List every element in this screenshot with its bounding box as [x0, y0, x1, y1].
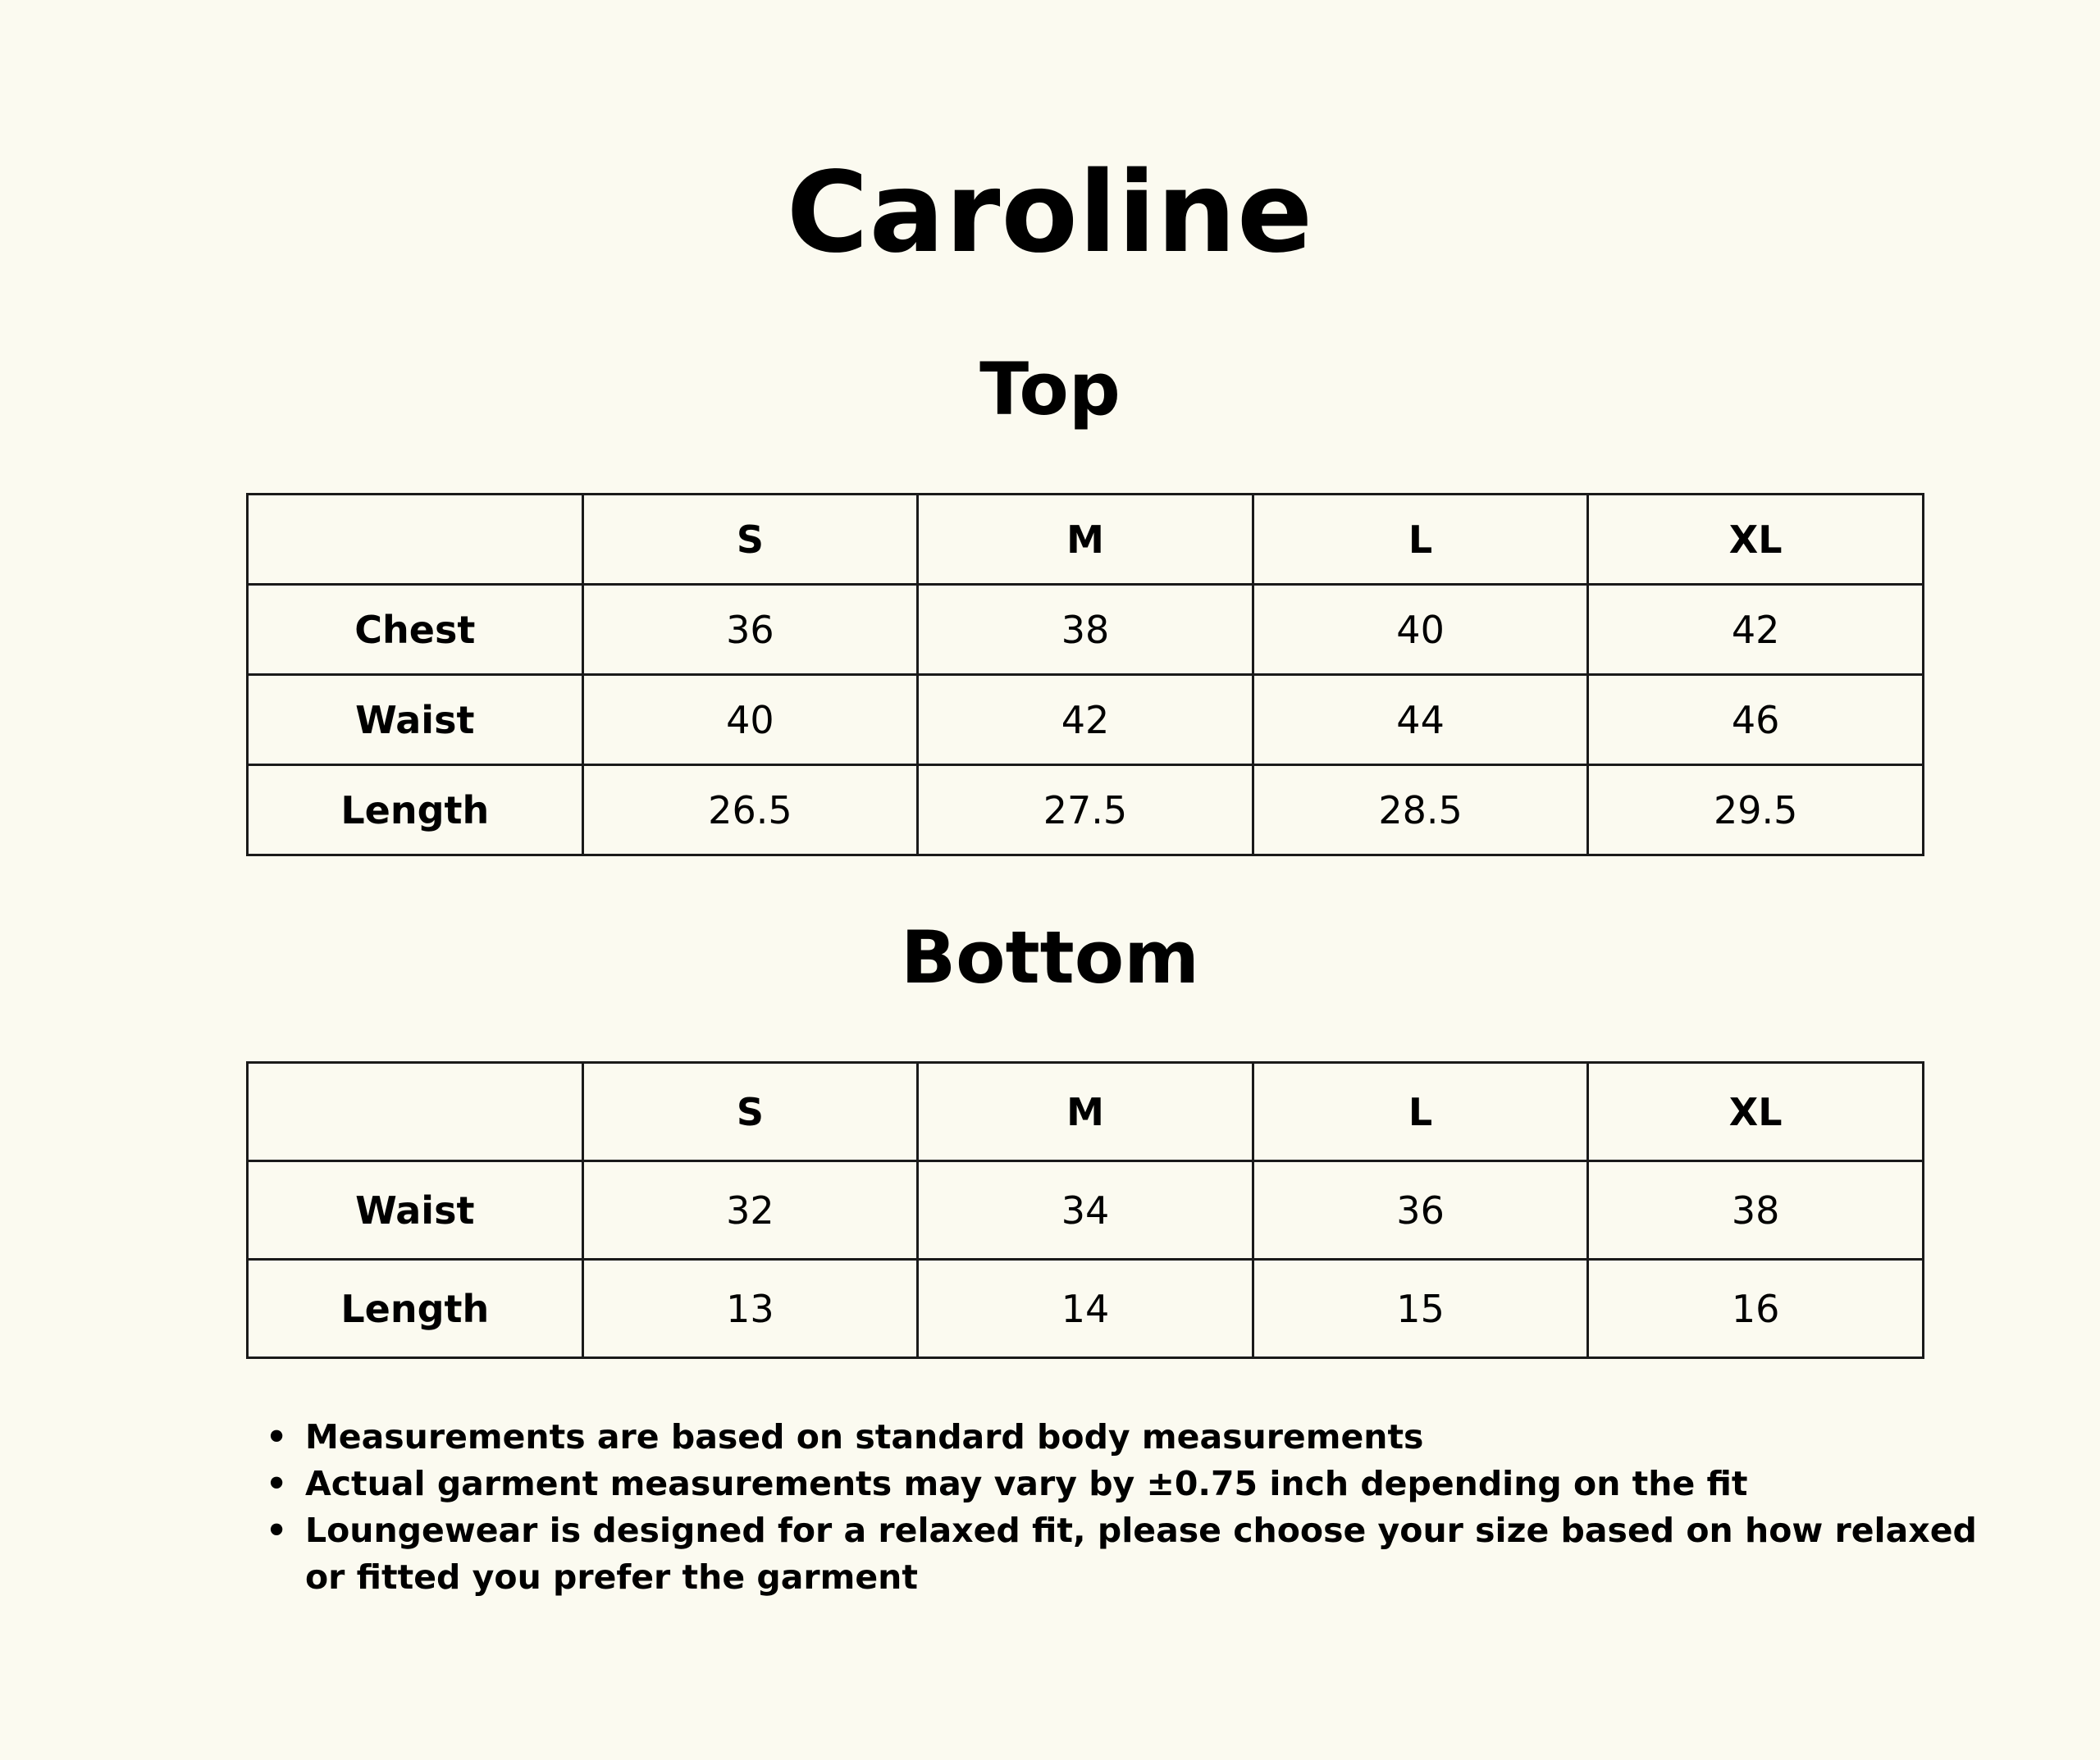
row-label: Chest	[248, 585, 583, 675]
measurement-cell: 42	[1588, 585, 1924, 675]
measurement-cell: 40	[1253, 585, 1588, 675]
measurement-cell: 27.5	[918, 765, 1253, 855]
measurement-cell: 46	[1588, 675, 1924, 765]
measurement-cell: 13	[582, 1260, 918, 1358]
size-header: M	[918, 495, 1253, 585]
measurement-cell: 42	[918, 675, 1253, 765]
list-item	[266, 1461, 1979, 1507]
measurement-cell: 38	[1588, 1161, 1924, 1260]
page-title: Caroline	[786, 148, 1314, 278]
table-row	[248, 675, 1924, 765]
size-header: M	[918, 1063, 1253, 1161]
row-label: Waist	[248, 1161, 583, 1260]
note-text: Actual garment measurements may vary by ±0.75 inch depending on the fit	[305, 1464, 1748, 1503]
measurement-cell: 36	[582, 585, 918, 675]
list-item	[266, 1414, 1979, 1461]
size-header: S	[582, 495, 918, 585]
table-row	[248, 1260, 1924, 1358]
size-header: S	[582, 1063, 918, 1161]
table-header-row	[248, 495, 1924, 585]
table-header-row	[248, 1063, 1924, 1161]
size-header: XL	[1588, 1063, 1924, 1161]
measurement-cell: 29.5	[1588, 765, 1924, 855]
measurement-cell: 14	[918, 1260, 1253, 1358]
measurement-cell: 15	[1253, 1260, 1588, 1358]
measurement-cell: 38	[918, 585, 1253, 675]
size-header: XL	[1588, 495, 1924, 585]
measurement-cell: 36	[1253, 1161, 1588, 1260]
row-label: Length	[248, 1260, 583, 1358]
measurement-cell: 26.5	[582, 765, 918, 855]
measurement-cell: 40	[582, 675, 918, 765]
row-label: Waist	[248, 675, 583, 765]
measurement-cell: 34	[918, 1161, 1253, 1260]
bullet-icon: •	[266, 1417, 288, 1457]
measurement-cell: 32	[582, 1161, 918, 1260]
top-size-table	[246, 493, 1924, 856]
table-row	[248, 765, 1924, 855]
bullet-icon: •	[266, 1511, 288, 1550]
measurement-cell: 16	[1588, 1260, 1924, 1358]
measurement-cell: 44	[1253, 675, 1588, 765]
table-row	[248, 1161, 1924, 1260]
notes-list	[262, 1414, 1979, 1601]
bottom-section-heading: Bottom	[901, 915, 1199, 1000]
note-text: Loungewear is designed for a relaxed fit, please choose your size based on how relaxed or fitted you prefer the garment	[305, 1511, 1977, 1597]
table-corner-cell	[248, 1063, 583, 1161]
bullet-icon: •	[266, 1464, 288, 1503]
list-item	[266, 1507, 1979, 1601]
measurement-cell: 28.5	[1253, 765, 1588, 855]
size-header: L	[1253, 1063, 1588, 1161]
top-section-heading: Top	[979, 347, 1121, 431]
size-header: L	[1253, 495, 1588, 585]
row-label: Length	[248, 765, 583, 855]
bottom-size-table	[246, 1061, 1924, 1359]
table-corner-cell	[248, 495, 583, 585]
table-row	[248, 585, 1924, 675]
note-text: Measurements are based on standard body measurements	[305, 1417, 1424, 1457]
